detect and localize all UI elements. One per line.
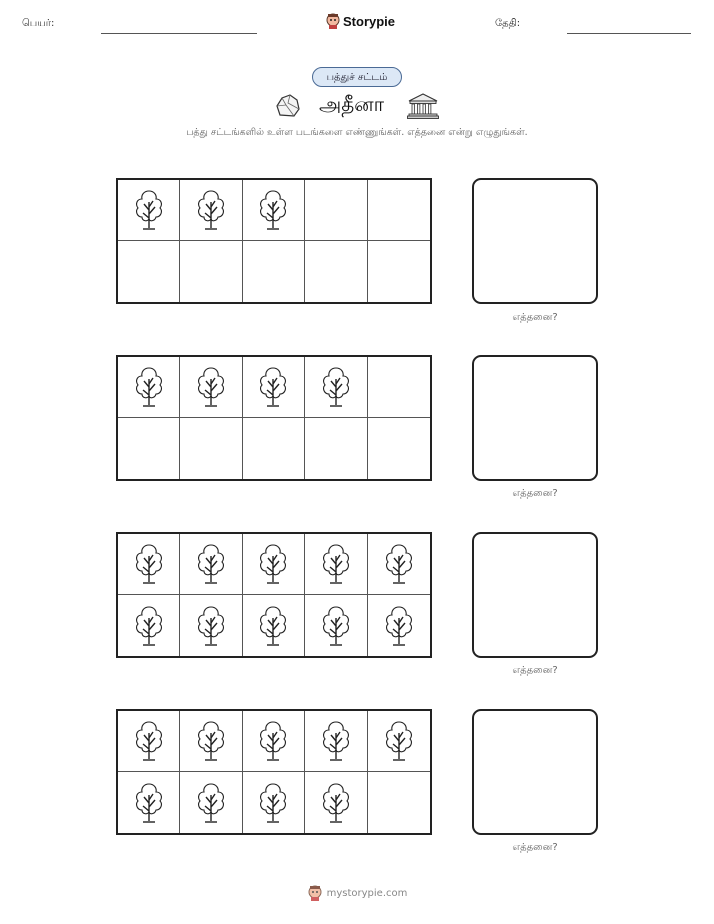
tree-icon: [321, 781, 351, 825]
tree-icon: [134, 604, 164, 648]
tree-icon: [384, 719, 414, 763]
tree-icon: [321, 719, 351, 763]
tree-icon: [321, 604, 351, 648]
frame-cell: [243, 241, 305, 302]
instructions: பத்து சட்டங்களில் உள்ள படங்களை எண்ணுங்கள். எத்தனை என்று எழுதுங்கள்.: [186, 127, 528, 138]
frame-cell: [118, 180, 180, 241]
tree-icon: [384, 542, 414, 586]
tree-icon: [258, 604, 288, 648]
frame-cell: [243, 595, 305, 656]
frame-cell: [368, 711, 430, 772]
brand-name: Storypie: [343, 13, 396, 29]
tree-icon: [196, 365, 226, 409]
frame-cell: [118, 418, 180, 479]
tree-icon: [258, 719, 288, 763]
frame-cell: [305, 711, 367, 772]
ten-frame-3: [116, 532, 432, 658]
frame-cell: [368, 418, 430, 479]
tree-icon: [196, 188, 226, 232]
worksheet-title: அதீனா: [319, 92, 385, 116]
frame-cell: [305, 357, 367, 418]
tree-icon: [258, 188, 288, 232]
worksheet-type-badge: பத்துச் சட்டம்: [312, 67, 402, 87]
tree-icon: [134, 365, 164, 409]
tree-icon: [134, 781, 164, 825]
greek-temple-icon: [407, 93, 439, 119]
frame-cell: [118, 357, 180, 418]
frame-cell: [180, 180, 242, 241]
frame-cell: [118, 772, 180, 833]
name-line: [101, 33, 257, 34]
storypie-mascot-icon: [307, 885, 323, 901]
answer-label-3: எத்தனை?: [512, 665, 558, 676]
frame-cell: [118, 534, 180, 595]
frame-cell: [243, 772, 305, 833]
tree-icon: [321, 542, 351, 586]
answer-box-1[interactable]: [472, 178, 598, 304]
tree-icon: [134, 719, 164, 763]
name-label: பெயர்:: [22, 18, 55, 29]
tree-icon: [258, 781, 288, 825]
ten-frame-2: [116, 355, 432, 481]
storypie-mascot-icon: [326, 13, 340, 29]
tree-icon: [196, 542, 226, 586]
answer-box-2[interactable]: [472, 355, 598, 481]
answer-box-3[interactable]: [472, 532, 598, 658]
frame-cell: [305, 418, 367, 479]
frame-cell: [180, 711, 242, 772]
frame-cell: [368, 772, 430, 833]
frame-cell: [368, 241, 430, 302]
tree-icon: [134, 542, 164, 586]
answer-label-4: எத்தனை?: [512, 842, 558, 853]
frame-cell: [180, 418, 242, 479]
answer-label-1: எத்தனை?: [512, 312, 558, 323]
tree-icon: [134, 188, 164, 232]
frame-cell: [368, 180, 430, 241]
footer-url: mystorypie.com: [326, 887, 408, 899]
tree-icon: [321, 365, 351, 409]
frame-cell: [243, 534, 305, 595]
answer-box-4[interactable]: [472, 709, 598, 835]
rock-icon: [274, 92, 302, 120]
frame-cell: [368, 534, 430, 595]
frame-cell: [243, 357, 305, 418]
frame-cell: [180, 595, 242, 656]
tree-icon: [196, 781, 226, 825]
date-line: [567, 33, 691, 34]
storypie-logo: [326, 13, 395, 29]
frame-cell: [305, 534, 367, 595]
frame-cell: [180, 241, 242, 302]
tree-icon: [196, 604, 226, 648]
frame-cell: [118, 241, 180, 302]
frame-cell: [180, 534, 242, 595]
tree-icon: [258, 542, 288, 586]
tree-icon: [384, 604, 414, 648]
footer: [0, 885, 714, 901]
answer-label-2: எத்தனை?: [512, 488, 558, 499]
frame-cell: [305, 772, 367, 833]
frame-cell: [243, 711, 305, 772]
tree-icon: [196, 719, 226, 763]
frame-cell: [368, 357, 430, 418]
frame-cell: [243, 418, 305, 479]
frame-cell: [305, 595, 367, 656]
frame-cell: [305, 180, 367, 241]
frame-cell: [305, 241, 367, 302]
worksheet-header: [0, 0, 714, 50]
ten-frame-1: [116, 178, 432, 304]
title-row: [0, 90, 714, 122]
frame-cell: [243, 180, 305, 241]
tree-icon: [258, 365, 288, 409]
frame-cell: [180, 772, 242, 833]
ten-frame-4: [116, 709, 432, 835]
date-label: தேதி:: [495, 18, 521, 29]
frame-cell: [118, 711, 180, 772]
frame-cell: [368, 595, 430, 656]
frame-cell: [118, 595, 180, 656]
frame-cell: [180, 357, 242, 418]
